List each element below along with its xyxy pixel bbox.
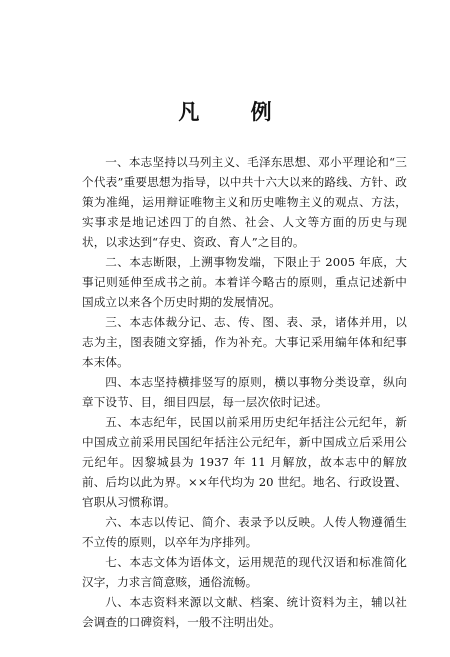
guideline-paragraph-2: 二、本志断限，上溯事物发端，下限止于 2005 年底，大事记则延伸至成书之前。本着详今略古的原则，重点记述新中国成立以来各个历史时期的发展情况。 [82,255,407,309]
guideline-paragraph-4: 四、本志坚持横排竖写的原则，横以事物分类设章，纵向章下设节、目，细目四层，每一层次依时记述。 [82,375,407,409]
guideline-paragraph-7: 七、本志文体为语体文，运用规范的现代汉语和标准简化汉字，力求言简意赅，通俗流畅。 [82,555,407,589]
guideline-paragraph-1: 一、本志坚持以马列主义、毛泽东思想、邓小平理论和“三个代表”重要思想为指导，以中共十六大以来的路线、方针、政策为准绳，运用辩证唯物主义和历史唯物主义的观点、方法，实事求是地记述四丁的自然、社会、人文等方面的历史与现状，以求达到“存史、资政、育人”之目的。 [82,155,407,249]
guideline-paragraph-3: 三、本志体裁分记、志、传、图、表、录，诸体并用，以志为主，图表随文穿插，作为补充。大事记采用编年体和纪事本末体。 [82,315,407,369]
guideline-paragraph-5: 五、本志纪年，民国以前采用历史纪年括注公元纪年，新中国成立前采用民国纪年括注公元纪年，新中国成立后采用公元纪年。因黎城县为 1937 年 11 月解放，故本志中的解放前、后均以此为界。××年代均为 20 世纪。地名、行政设置、官职从习惯称谓。 [82,415,407,509]
page-title: 凡 例 [178,99,294,124]
guideline-paragraph-8: 八、本志资料来源以文献、档案、统计资料为主，辅以社会调查的口碑资料，一般不注明出处。 [82,595,407,629]
guidelines-body [82,152,407,632]
guideline-paragraph-6: 六、本志以传记、简介、表录予以反映。人传人物遵循生不立传的原则，以卒年为序排列。 [82,515,407,549]
